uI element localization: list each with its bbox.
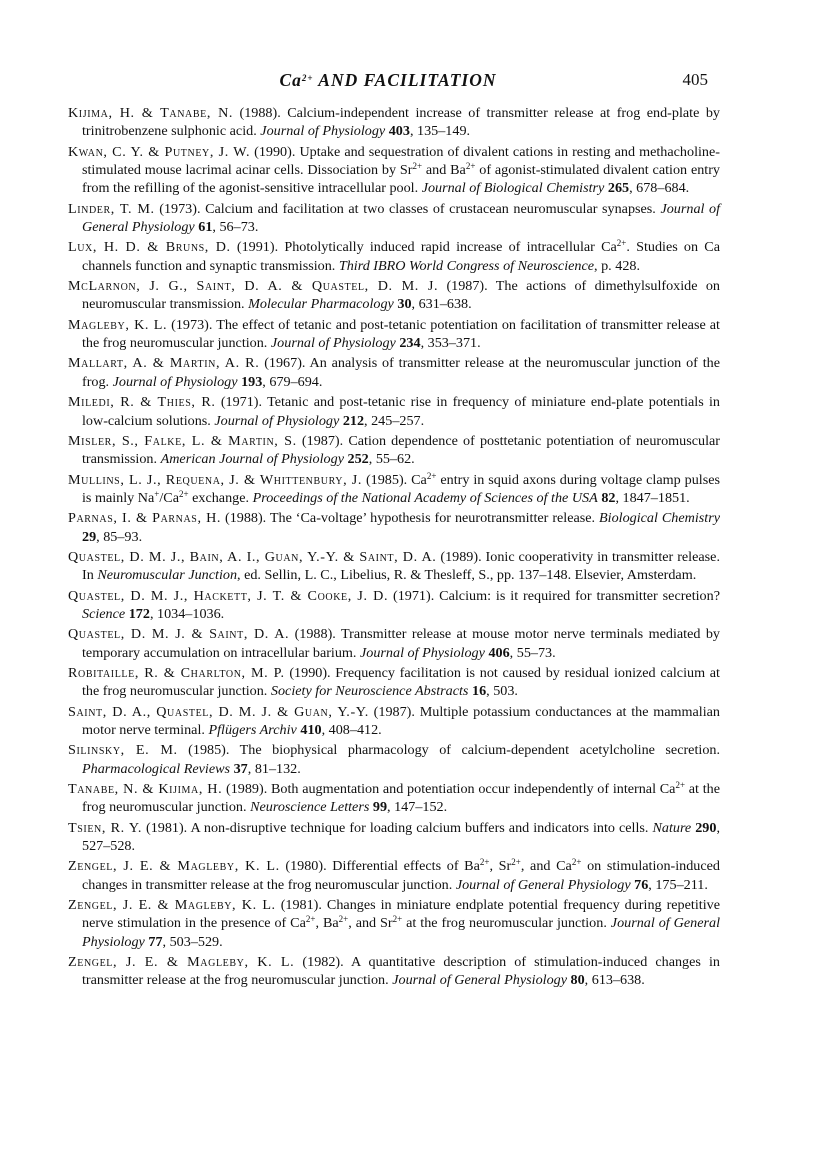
reference-entry	[68, 277, 720, 314]
reference-volume: 77	[148, 933, 163, 950]
reference-entry	[68, 432, 720, 469]
reference-entry	[68, 953, 720, 990]
reference-title: Cation dependence of posttetanic potentiation of neuromuscular transmission.	[82, 432, 720, 468]
reference-title: Tetanic and post-tetanic rise in frequency of miniature end-plate potentials in low-calcium solutions.	[82, 394, 720, 429]
reference-year: (1980).	[285, 858, 327, 875]
reference-entry	[68, 393, 720, 430]
reference-journal: Journal of General Physiology	[455, 876, 631, 893]
reference-entry	[68, 587, 720, 624]
reference-title: Ionic cooperativity in transmitter release. In	[82, 548, 720, 584]
reference-title: Calcium and facilitation at two classes of crustacean neuromuscular synapses.	[205, 200, 656, 217]
reference-journal: Journal of General Physiology	[82, 915, 720, 950]
reference-year: (1988).	[239, 105, 281, 121]
reference-volume: 172	[128, 605, 150, 622]
reference-authors: Quastel, D. M. J., Bain, A. I., Guan, Y.-Y. & Saint, D. A.	[68, 548, 437, 565]
reference-title: Transmitter release at mouse motor nerve terminals mediated by temporary accumulation on intracellular barium.	[82, 626, 720, 661]
reference-year: (1988).	[294, 626, 336, 643]
reference-title: The ‘Ca-voltage’ hypothesis for neurotransmitter release.	[269, 510, 596, 527]
reference-entry	[68, 354, 720, 391]
reference-pages: , 175–211.	[648, 876, 708, 893]
reference-journal: Journal of General Physiology	[82, 200, 721, 236]
reference-volume: 30	[397, 296, 412, 313]
reference-authors: Misler, S., Falke, L. & Martin, S.	[68, 432, 297, 449]
reference-journal: Journal of Physiology	[270, 335, 396, 352]
reference-authors: Tsien, R. Y.	[68, 819, 142, 836]
reference-pages: , 147–152.	[387, 799, 448, 816]
reference-journal: Proceedings of the National Academy of Sciences of the USA	[252, 489, 598, 506]
reference-year: (1971).	[220, 394, 263, 411]
reference-journal: Journal of Physiology	[214, 412, 340, 429]
reference-year: (1967).	[264, 355, 306, 372]
reference-authors: McLarnon, J. G., Saint, D. A. & Quastel, D. M. J.	[68, 278, 439, 295]
reference-year: (1971).	[393, 587, 435, 604]
reference-journal: Journal of Physiology	[260, 123, 386, 140]
reference-entry	[68, 316, 720, 353]
reference-volume: 76	[634, 876, 649, 893]
reference-volume: 82	[601, 489, 616, 506]
reference-entry	[68, 238, 720, 275]
reference-pages: , ed. Sellin, L. C., Libelius, R. & Thesleff, S., pp. 137–148. Elsevier, Amsterdam.	[237, 567, 697, 584]
reference-pages: , 55–62.	[368, 451, 415, 468]
reference-volume: 37	[233, 760, 248, 777]
reference-pages: , 55–73.	[509, 644, 556, 661]
reference-pages: , 678–684.	[629, 180, 690, 197]
reference-year: (1990).	[289, 664, 331, 681]
reference-title: The biophysical pharmacology of calcium-dependent acetylcholine secretion.	[239, 742, 720, 759]
reference-entry	[68, 143, 720, 198]
reference-pages: , 81–132.	[247, 760, 301, 777]
reference-year: (1973).	[171, 316, 213, 333]
reference-entry	[68, 548, 720, 585]
reference-list	[68, 104, 720, 992]
reference-title: Calcium: is it required for transmitter secretion?	[439, 587, 720, 604]
reference-journal: American Journal of Physiology	[160, 451, 344, 468]
reference-title: Differential effects of $Ba^{2+}$, $Sr^{2+}$, and $Ca^{2+}$ on stimulation-induced changes in transmitter release at the frog neuromuscular junction.	[82, 857, 720, 893]
reference-entry	[68, 780, 720, 817]
reference-year: (1987).	[373, 703, 415, 720]
reference-volume: 234	[399, 335, 421, 352]
reference-pages: , 527–528.	[82, 819, 720, 855]
reference-pages: , 1847–1851.	[615, 489, 690, 506]
reference-authors: Kwan, C. Y. & Putney, J. W.	[68, 143, 251, 160]
reference-journal: Pflügers Archiv	[208, 722, 297, 738]
reference-pages: , 245–257.	[364, 412, 425, 429]
reference-entry	[68, 819, 720, 856]
reference-pages: , 613–638.	[584, 972, 645, 989]
reference-title: Both augmentation and potentiation occur independently of internal $Ca^{2+}$ at the frog neuromuscular junction.	[82, 780, 720, 816]
reference-authors: Saint, D. A., Quastel, D. M. J. & Guan, Y.-Y.	[68, 703, 369, 720]
reference-year: (1989).	[440, 548, 482, 565]
reference-entry	[68, 703, 720, 740]
reference-volume: 403	[388, 123, 410, 140]
reference-entry	[68, 857, 720, 894]
reference-title: Calcium-independent increase of transmitter release at frog end-plate by trinitrobenzene sulphonic acid.	[82, 105, 720, 140]
reference-title: A quantitative description of stimulation-induced changes in transmitter release at the frog neuromuscular junction.	[82, 954, 720, 989]
reference-authors: Zengel, J. E. & Magleby, K. L.	[68, 954, 295, 971]
reference-authors: Quastel, D. M. J., Hackett, J. T. & Cooke, J. D.	[68, 587, 389, 604]
reference-journal: Biological Chemistry	[599, 510, 720, 527]
reference-journal: Journal of General Physiology	[392, 972, 567, 989]
reference-year: (1973).	[159, 200, 201, 217]
reference-entry	[68, 509, 720, 546]
reference-authors: Parnas, I. & Parnas, H.	[68, 510, 222, 527]
reference-title: A non-disruptive technique for loading calcium buffers and indicators into cells.	[190, 819, 649, 836]
reference-volume: 252	[347, 451, 369, 468]
reference-title: Multiple potassium conductances at the mammalian motor nerve terminal.	[82, 703, 720, 738]
reference-pages: , 56–73.	[212, 219, 259, 236]
reference-entry	[68, 896, 720, 951]
reference-authors: Zengel, J. E. & Magleby, K. L.	[68, 897, 276, 914]
reference-pages: , 503–529.	[162, 933, 223, 950]
reference-journal: Journal of Physiology	[112, 373, 238, 390]
running-head	[68, 70, 708, 90]
reference-volume: 212	[342, 412, 365, 429]
reference-authors: Miledi, R. & Thies, R.	[68, 394, 216, 411]
running-title: $Ca^{2+}$ AND FACILITATION	[279, 70, 497, 90]
reference-year: (1988).	[224, 510, 267, 527]
reference-pages: , 1034–1036.	[149, 605, 225, 622]
reference-volume: 61	[198, 219, 213, 236]
reference-title: Changes in miniature endplate potential frequency during repetitive nerve stimulation in the presence of $Ca^{2+}$, $Ba^{2+}$, and $Sr^{2+}$ at the frog neuromuscular junction.	[82, 897, 720, 932]
reference-journal: Science	[82, 605, 126, 622]
reference-entry	[68, 200, 720, 237]
reference-entry	[68, 664, 720, 701]
reference-title: Photolytically induced rapid increase of intracellular $Ca^{2+}$. Studies on Ca channels function and synaptic transmission.	[82, 238, 720, 274]
reference-journal: Third IBRO World Congress of Neuroscience	[338, 257, 595, 274]
reference-volume: 265	[607, 180, 630, 197]
reference-authors: Kijima, H. & Tanabe, N.	[68, 105, 234, 121]
reference-year: (1985).	[188, 742, 230, 759]
reference-pages: , 353–371.	[420, 335, 481, 352]
reference-entry	[68, 104, 720, 141]
reference-volume: 406	[488, 644, 510, 661]
reference-volume: 410	[300, 722, 322, 738]
reference-authors: Magleby, K. L.	[68, 316, 168, 333]
reference-pages: , 679–694.	[262, 373, 323, 390]
reference-title: The effect of tetanic and post-tetanic potentiation on facilitation of transmitter release at the frog neuromuscular junction.	[82, 316, 720, 352]
reference-title: An analysis of transmitter release at the neuromuscular junction of the frog.	[82, 355, 721, 390]
reference-journal: Pharmacological Reviews	[82, 760, 231, 777]
reference-year: (1985).	[365, 471, 408, 488]
reference-volume: 29	[82, 528, 97, 545]
reference-year: (1991).	[236, 239, 279, 256]
reference-year: (1981).	[280, 897, 322, 914]
reference-authors: Tanabe, N. & Kijima, H.	[68, 781, 223, 798]
reference-title: Uptake and sequestration of divalent cations in resting and methacholine-stimulated mouse lacrimal acinar cells. Dissociation by $Sr^{2+}$ and $Ba^{2+}$ of agonist-stimulated divalent cation entry from the refilling of the agonist-sensitive intracellular pool.	[82, 143, 721, 197]
reference-year: (1982).	[302, 954, 344, 971]
reference-year: (1990).	[254, 143, 296, 160]
reference-pages: , 631–638.	[411, 296, 472, 313]
reference-year: (1987).	[301, 432, 344, 449]
reference-journal: Journal of Biological Chemistry	[421, 180, 605, 197]
reference-journal: Molecular Pharmacology	[248, 296, 394, 313]
reference-pages: , 408–412.	[321, 722, 382, 738]
reference-journal: Neuromuscular Junction	[97, 567, 238, 584]
reference-authors: Lux, H. D. & Bruns, D.	[68, 239, 231, 256]
reference-title: The actions of dimethylsulfoxide on neuromuscular transmission.	[82, 278, 720, 313]
reference-journal: Society for Neuroscience Abstracts	[270, 683, 469, 700]
reference-pages: , 135–149.	[409, 123, 471, 140]
reference-year: (1987).	[446, 278, 488, 295]
reference-authors: Mullins, L. J., Requena, J. & Whittenbury, J.	[68, 471, 363, 488]
reference-title: $Ca^{2+}$ entry in squid axons during voltage clamp pulses is mainly $Na^+/Ca^{2+}$ exchange.	[82, 470, 720, 506]
reference-volume: 290	[695, 819, 717, 836]
reference-pages: , 85–93.	[96, 528, 143, 545]
reference-journal: Journal of Physiology	[360, 644, 485, 661]
reference-volume: 99	[372, 799, 388, 816]
reference-authors: Linder, T. M.	[68, 200, 155, 217]
reference-entry	[68, 741, 720, 778]
reference-year: (1981).	[145, 819, 188, 836]
reference-volume: 80	[570, 972, 585, 989]
reference-pages: , 503.	[486, 683, 518, 700]
page-number: 405	[682, 70, 708, 89]
reference-authors: Robitaille, R. & Charlton, M. P.	[68, 664, 285, 681]
reference-volume: 193	[241, 373, 263, 390]
reference-pages: , p. 428.	[594, 257, 640, 274]
reference-entry	[68, 625, 720, 662]
reference-authors: Silinsky, E. M.	[68, 742, 178, 759]
reference-volume: 16	[472, 683, 487, 700]
reference-year: (1989).	[226, 781, 268, 798]
reference-journal: Neuroscience Letters	[250, 799, 370, 816]
reference-authors: Quastel, D. M. J. & Saint, D. A.	[68, 626, 290, 643]
reference-title: Frequency facilitation is not caused by residual ionized calcium at the frog neuromuscular junction.	[82, 664, 720, 700]
reference-authors: Zengel, J. E. & Magleby, K. L.	[68, 858, 280, 875]
reference-entry	[68, 471, 720, 508]
reference-authors: Mallart, A. & Martin, A. R.	[68, 355, 260, 372]
reference-journal: Nature	[652, 819, 692, 836]
